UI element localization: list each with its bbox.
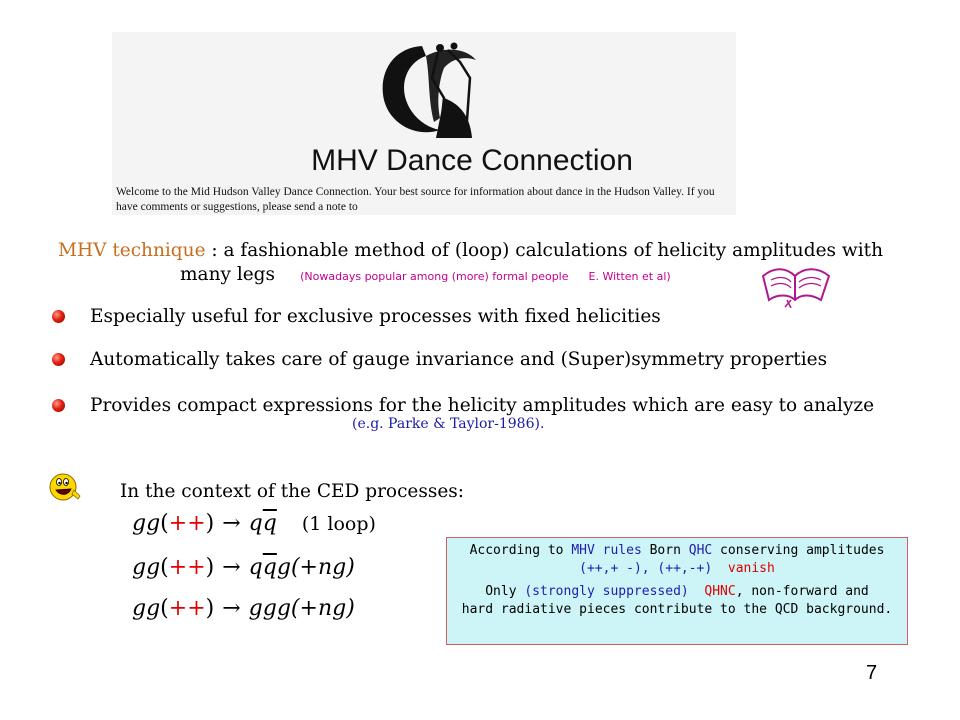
info-line xyxy=(447,542,907,560)
intro-line xyxy=(58,240,883,261)
intro-label: MHV technique xyxy=(58,240,206,261)
banner-description: Welcome to the Mid Hudson Valley Dance Connection. Your best source for information about dance in the Hudson Valley. If you have comments or suggestions, please send a note to xyxy=(116,186,715,213)
formula-row: $gg(++) \to q\overline{q}g(+ng)$ xyxy=(132,555,355,580)
citation: (e.g. Parke & Taylor-1986). xyxy=(352,416,545,432)
bullet-text: Automatically takes care of gauge invariance and (Super)symmetry properties xyxy=(90,349,828,370)
info-line xyxy=(447,560,907,578)
formula-tail: (1 loop) xyxy=(301,513,376,535)
formula-rhs: ggg(+ng) xyxy=(248,596,355,621)
formula-rhs-bar: $\overline{q}$ xyxy=(262,555,277,580)
bullet-item xyxy=(52,349,872,377)
bullet-ball-icon xyxy=(52,399,65,412)
intro-note-text: Nowadays popular among (more) formal people xyxy=(304,270,569,283)
info-suppressed: (strongly suppressed) xyxy=(524,584,689,599)
formula-lhs: gg xyxy=(132,511,161,536)
intro-paren: ( xyxy=(300,270,305,283)
formula-helicity: ++ xyxy=(168,555,206,580)
bullet-ball-icon xyxy=(52,353,65,366)
formula-row: gg(++) → ggg(+ng) xyxy=(132,596,355,621)
smiley-icon xyxy=(48,472,82,502)
info-qhc: QHC xyxy=(688,543,713,558)
intro-text: : a fashionable method of (loop) calculations of helicity amplitudes with xyxy=(205,240,883,261)
info-text: Born xyxy=(641,543,689,558)
info-box xyxy=(446,537,908,645)
open-book-icon xyxy=(757,262,833,308)
info-text: According to xyxy=(469,543,572,558)
info-line xyxy=(447,583,907,601)
intro-authors: E. Witten et al) xyxy=(588,270,671,283)
info-vanish: vanish xyxy=(727,561,775,576)
bullet-item xyxy=(52,306,872,334)
intro-line-2 xyxy=(180,264,780,285)
info-text: conserving amplitudes xyxy=(712,543,885,558)
bullet-text: Provides compact expressions for the helicity amplitudes which are easy to analyze xyxy=(90,395,875,416)
formula-row: $gg(++) \to q\overline{q}$ (1 loop) xyxy=(132,511,376,536)
info-mhv-rules: MHV rules xyxy=(571,543,642,558)
info-helicities: (++,+ -), (++,-+) xyxy=(579,561,713,576)
formula-tail: g(+ng) xyxy=(276,555,355,580)
formula-rhs: q xyxy=(248,555,263,580)
formula-helicity: ++ xyxy=(168,596,206,621)
bullet-text: Especially useful for exclusive processes with fixed helicities xyxy=(90,306,661,327)
info-qhnc: QHNC xyxy=(704,584,736,599)
intro-legs: many legs xyxy=(180,264,276,285)
formula-helicity: ++ xyxy=(168,511,206,536)
formula-rhs: q xyxy=(248,511,263,536)
info-line: hard radiative pieces contribute to the QCD background. xyxy=(461,602,893,617)
bullet-ball-icon xyxy=(52,310,65,323)
info-text: , non-forward and xyxy=(735,584,869,599)
formula-lhs: gg xyxy=(132,596,161,621)
info-text: Only xyxy=(485,584,525,599)
context-title: In the context of the CED processes: xyxy=(120,481,465,502)
dancers-logo-icon xyxy=(374,38,484,143)
banner-title: MHV Dance Connection xyxy=(311,144,633,177)
intro-note xyxy=(300,270,671,283)
embedded-web-banner xyxy=(112,32,736,215)
page-number: 7 xyxy=(866,662,878,684)
formula-rhs-bar: $\overline{q}$ xyxy=(262,511,277,536)
formula-lhs: gg xyxy=(132,555,161,580)
